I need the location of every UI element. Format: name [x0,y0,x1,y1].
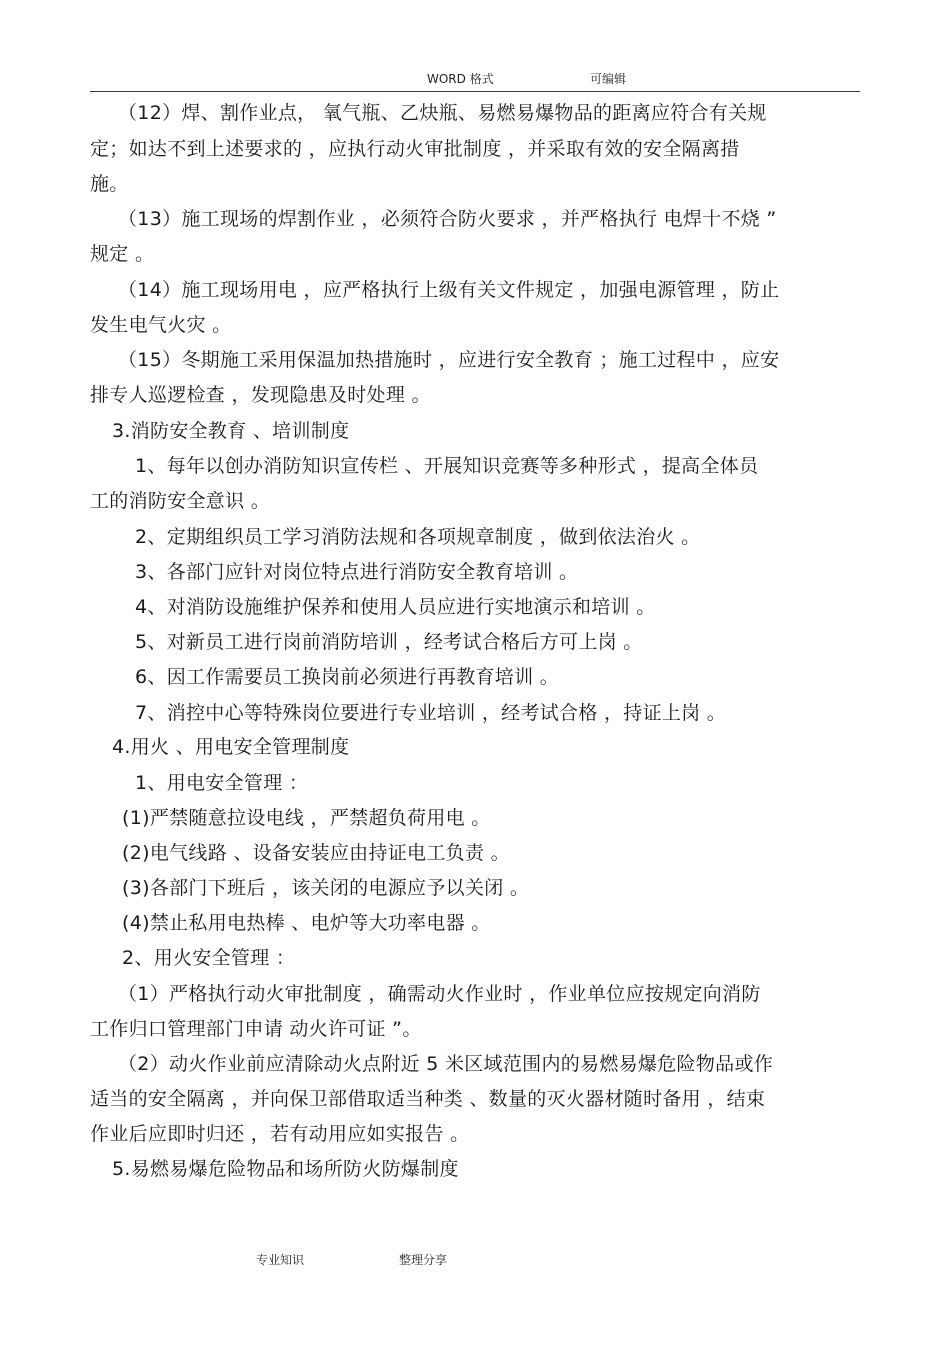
paragraph-line: 定；如达不到上述要求的 ，应执行动火审批制度 ，并采取有效的安全隔离措 [90,138,740,160]
subsection-heading: 1、用电安全管理 ： [135,772,309,794]
list-item: 6、因工作需要员工换岗前必须进行再教育培训 。 [135,666,560,688]
footer-left: 专业知识 [256,1253,305,1267]
paragraph-line: 规定 。 [90,243,155,265]
paragraph-line: （12）焊、割作业点， 氧气瓶、乙炔瓶、易燃易爆物品的距离应符合有关规 [118,102,767,124]
paragraph-line: （15）冬期施工采用保温加热措施时 ，应进行安全教育 ；施工过程中 ，应安 [118,349,780,371]
paragraph-line: （2）动火作业前应清除动火点附近 5 米区域范围内的易燃易爆危险物品或作 [118,1053,774,1075]
subsection-heading: 2、用火安全管理 ： [122,947,296,969]
paragraph-line: 作业后应即时归还 ，若有动用应如实报告 。 [90,1123,470,1145]
section-heading: 3.消防安全教育 、培训制度 [112,420,350,442]
paragraph-line: 施。 [90,173,129,195]
paragraph-line: （13）施工现场的焊割作业 ，必须符合防火要求 ，并严格执行 电焊十不烧 ” [118,208,777,230]
list-item: (3)各部门下班后 ，该关闭的电源应予以关闭 。 [122,877,530,899]
paragraph-line: 工作归口管理部门申请 动火许可证 ”。 [90,1018,422,1040]
paragraph-line: 发生电气火灾 。 [90,314,232,336]
list-item: (4)禁止私用电热棒 、电炉等大功率电器 。 [122,912,491,934]
section-heading: 5.易燃易爆危险物品和场所防火防爆制度 [112,1158,459,1180]
footer-right: 整理分享 [399,1253,448,1267]
section-heading: 4.用火 、用电安全管理制度 [112,736,350,758]
paragraph-line: 排专人巡逻检查 ，发现隐患及时处理 。 [90,384,431,406]
header-rule [90,91,860,92]
list-item: 5、对新员工进行岗前消防培训 ，经考试合格后方可上岗 。 [135,631,643,653]
list-item: 1、每年以创办消防知识宣传栏 、开展知识竞赛等多种形式 ，提高全体员 [135,455,759,477]
paragraph-line: （1）严格执行动火审批制度 ，确需动火作业时 ，作业单位应按规定向消防 [118,983,761,1005]
list-item: (1)严禁随意拉设电线 ，严禁超负荷用电 。 [122,807,491,829]
list-item: 4、对消防设施维护保养和使用人员应进行实地演示和培训 。 [135,596,656,618]
paragraph-line: （14）施工现场用电 ，应严格执行上级有关文件规定 ，加强电源管理 ，防止 [118,279,780,301]
header-left: WORD 格式 [427,72,494,86]
list-item: 工的消防安全意识 。 [90,490,271,512]
list-item: 2、定期组织员工学习消防法规和各项规章制度 ，做到依法治火 。 [135,526,701,548]
list-item: 7、消控中心等特殊岗位要进行专业培训 ，经考试合格 ，持证上岗 。 [135,702,727,724]
list-item: 3、各部门应针对岗位特点进行消防安全教育培训 。 [135,561,579,583]
header-right: 可编辑 [590,72,627,86]
paragraph-line: 适当的安全隔离 ，并向保卫部借取适当种类 、数量的灭火器材随时备用 ，结束 [90,1088,766,1110]
list-item: (2)电气线路 、设备安装应由持证电工负责 。 [122,842,510,864]
